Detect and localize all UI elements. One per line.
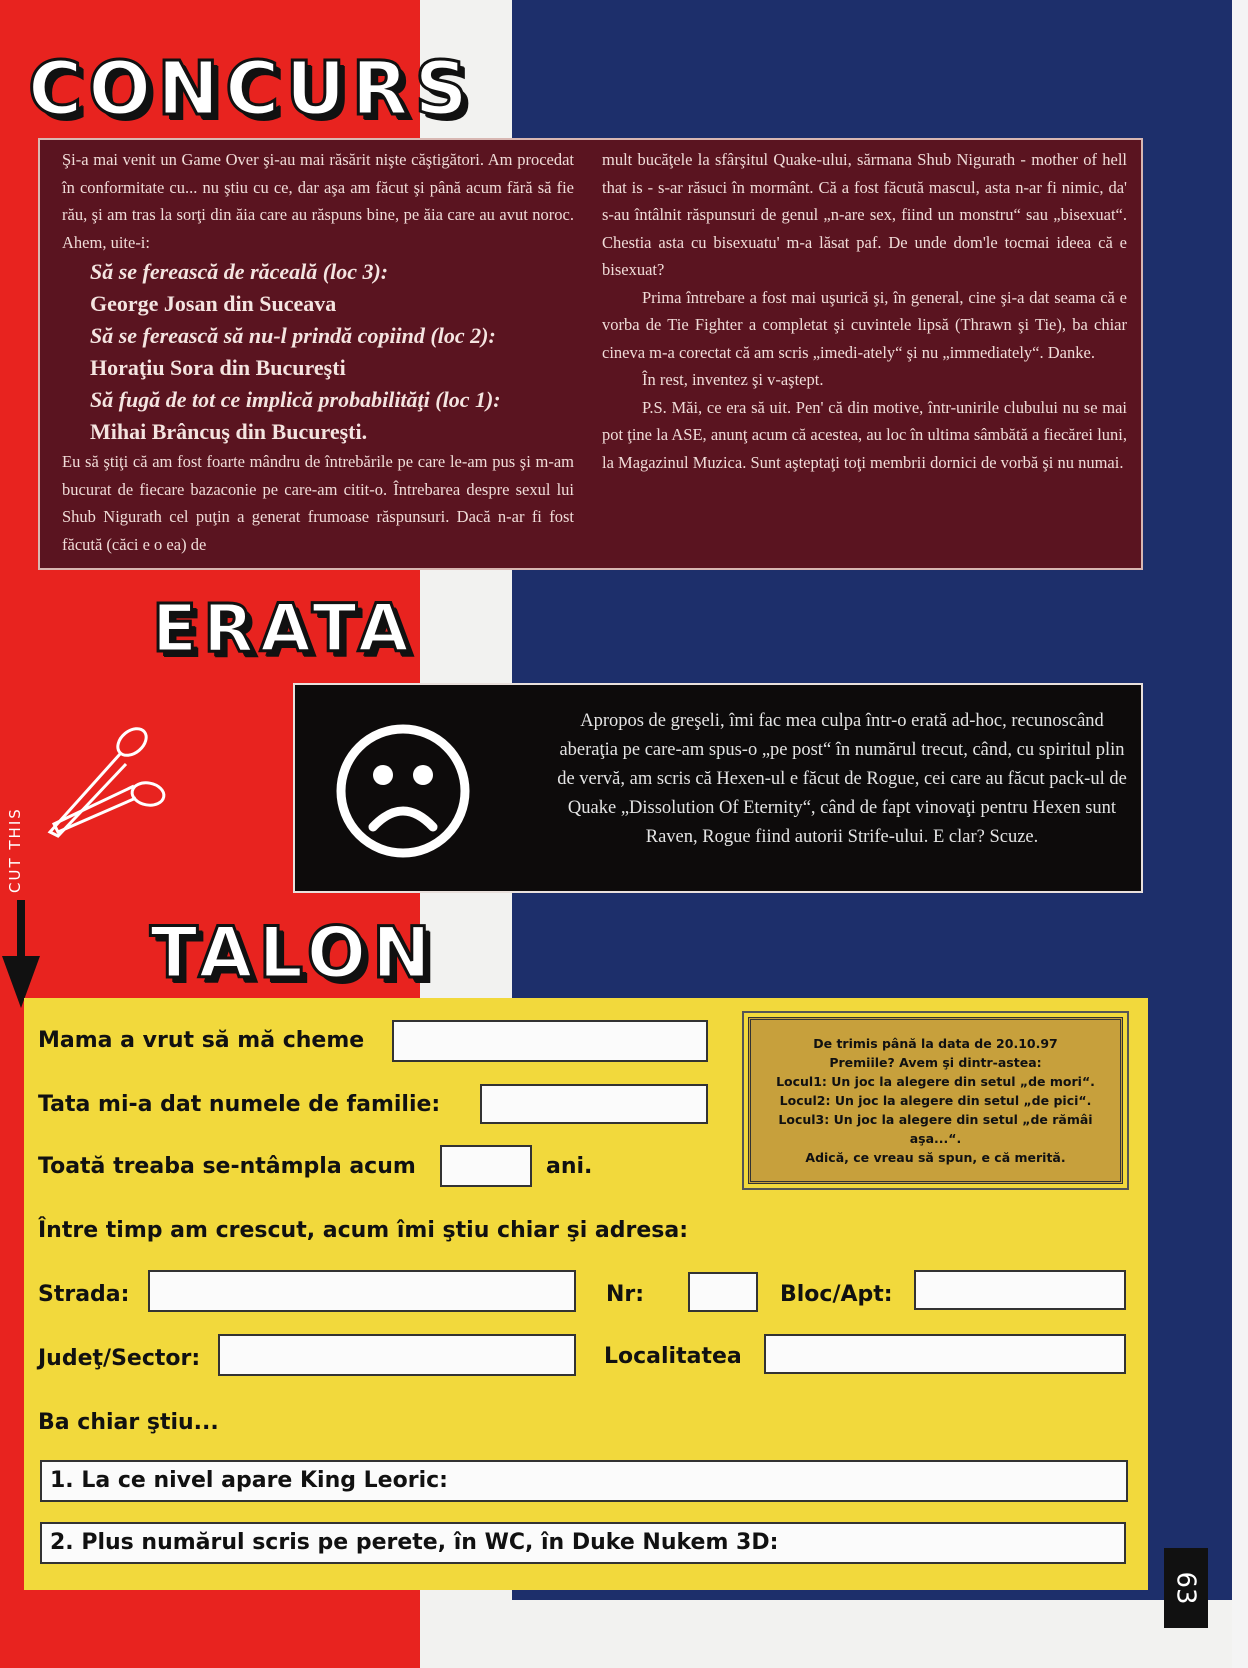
scissors-icon <box>40 720 170 850</box>
winner-1: Mihai Brâncuş din Bucureşti. <box>90 419 368 444</box>
concurs-right-paragraph-2: Prima întrebare a fost mai uşurică şi, în general, cine şi-a dat seama că e vorba de Tie Fighter a completat şi cuvintele lipsă (Thrawn şi Tie), ba chiar cineva m-a corectat că am scris „imedi-ately“ şi nu „immediately“. Danke. <box>602 287 1127 362</box>
prize-3-line: Locul3: Un joc la alegere din setul „de rămâi aşa...“. <box>778 1112 1093 1146</box>
prize-1-line: Locul1: Un joc la alegere din setul „de mori“. <box>776 1074 1095 1089</box>
closing-line: Adică, ce vreau să spun, e că merită. <box>805 1150 1066 1165</box>
deadline-line: De trimis până la data de 20.10.97 <box>813 1036 1058 1051</box>
street-field[interactable] <box>148 1270 576 1312</box>
bottom-band <box>430 1600 1232 1668</box>
prizes-line: Premiile? Avem şi dintr-astea: <box>829 1055 1042 1070</box>
locality-field[interactable] <box>764 1334 1126 1374</box>
prize-notice <box>748 1017 1123 1184</box>
concurs-right-paragraph-1: mult bucăţele la sfârşitul Quake-ului, sărmana Shub Nigurath - mother of hell that is - s-ar răsuci în mormânt. Că a fost făcută mascul, asta n-ar fi nimic, da' s-au întâlnit răspunsuri de genul „n-are sex, fiind un monstru“ sau „bisexuat“. Chestia asta cu bisexuatu' m-a lăsat paf. De unde dom'le tocmai ideea că e bisexuat? <box>602 150 1127 279</box>
concurs-right-column <box>602 146 1127 476</box>
number-label: Nr: <box>606 1282 645 1307</box>
county-label: Judeţ/Sector: <box>38 1346 201 1371</box>
erata-text: Apropos de greşeli, îmi fac mea culpa într-o erată ad-hoc, recunoscând aberaţia pe care-am spus-o „pe post“ în numărul trecut, când, cu spiritul plin de vervă, am scris că Hexen-ul e făcut de Rogue, cei care au făcut pack-ul de Quake „Dissolution Of Eternity“, când de fapt vinovaţi pentru Hexen sunt Raven, Rogue fiind autorii Strife-ului. E clar? Scuze. <box>557 711 1127 847</box>
prize-category-3: Să se ferească de răceală (loc 3): <box>90 259 389 284</box>
sad-face-icon <box>335 723 471 859</box>
down-arrow-icon <box>0 900 42 1010</box>
question-2-field[interactable] <box>40 1522 1126 1564</box>
erata-title: ERATA <box>152 590 415 667</box>
block-apt-field[interactable] <box>914 1270 1126 1310</box>
age-suffix: ani. <box>546 1154 593 1179</box>
prize-category-1: Să fugă de tot ce implică probabilităţi (loc 1): <box>90 387 501 412</box>
last-name-field[interactable] <box>480 1084 708 1124</box>
page-edge <box>1232 0 1248 1668</box>
prize-2-line: Locul2: Un joc la alegere din setul „de pici“. <box>779 1093 1092 1108</box>
prize-category-2: Să se ferească să nu-l prindă copiind (loc 2): <box>90 323 496 348</box>
street-label: Strada: <box>38 1282 130 1307</box>
block-apt-label: Bloc/Apt: <box>780 1282 893 1307</box>
concurs-left-column <box>62 146 574 558</box>
erata-box <box>293 683 1143 893</box>
concurs-left-paragraph-2: Eu să ştiţi că am fost foarte mândru de întrebările pe care le-am pus şi m-am bucurat de fiecare bazaconie pe care-am citit-o. Întrebarea despre sexul lui Shub Nigurath cel puţin a generat frumoase răspunsuri. Dacă n-ar fi fost făcută (căci e o ea) de <box>62 452 574 554</box>
concurs-right-paragraph-3: În rest, inventez şi v-aştept. <box>642 370 824 389</box>
number-field[interactable] <box>688 1272 758 1312</box>
talon-title: TALON <box>150 912 437 994</box>
concurs-intro-paragraph: Şi-a mai venit un Game Over şi-au mai răsărit nişte căştigători. Am procedat în conformitate cu... nu ştiu cu ce, dar aşa am făcut şi până acum fără să fie rău, şi am tras la sorţi din ăia care au răspuns bine, pe ăia care au avut noroc. Ahem, uite-i: <box>62 150 574 252</box>
address-heading: Între timp am crescut, acum îmi ştiu chiar şi adresa: <box>38 1218 689 1243</box>
prize-notice-text <box>759 1028 1112 1173</box>
question-1-label: 1. La ce nivel apare King Leoric: <box>50 1468 448 1493</box>
page-number-text: 63 <box>1171 1571 1201 1605</box>
first-name-field[interactable] <box>392 1020 708 1062</box>
age-field[interactable] <box>440 1145 532 1187</box>
question-2-label: 2. Plus numărul scris pe perete, în WC, în Duke Nukem 3D: <box>50 1530 779 1555</box>
winner-2: Horaţiu Sora din Bucureşti <box>90 355 346 380</box>
concurs-title: CONCURS <box>28 46 474 132</box>
concurs-right-paragraph-4: P.S. Măi, ce era să uit. Pen' că din motive, într-unirile clubului nu se mai pot ţine la ASE, anunţ acum că acestea, au loc în ultima sâmbătă a fiecărei luni, la Magazinul Muzica. Sunt aşteptaţi toţi membrii dornici de vorbă şi nu numai. <box>602 397 1127 472</box>
county-field[interactable] <box>218 1334 576 1376</box>
locality-label: Localitatea <box>604 1344 742 1369</box>
winner-3: George Josan din Suceava <box>90 291 337 316</box>
extra-heading: Ba chiar ştiu... <box>38 1410 219 1435</box>
concurs-box <box>38 138 1143 570</box>
page-number <box>1164 1548 1208 1628</box>
age-label: Toată treaba se-ntâmpla acum <box>38 1154 416 1179</box>
first-name-label: Mama a vrut să mă cheme <box>38 1028 365 1053</box>
cut-this-label: CUT THIS <box>6 807 24 893</box>
question-1-field[interactable] <box>40 1460 1128 1502</box>
last-name-label: Tata mi-a dat numele de familie: <box>38 1092 441 1117</box>
